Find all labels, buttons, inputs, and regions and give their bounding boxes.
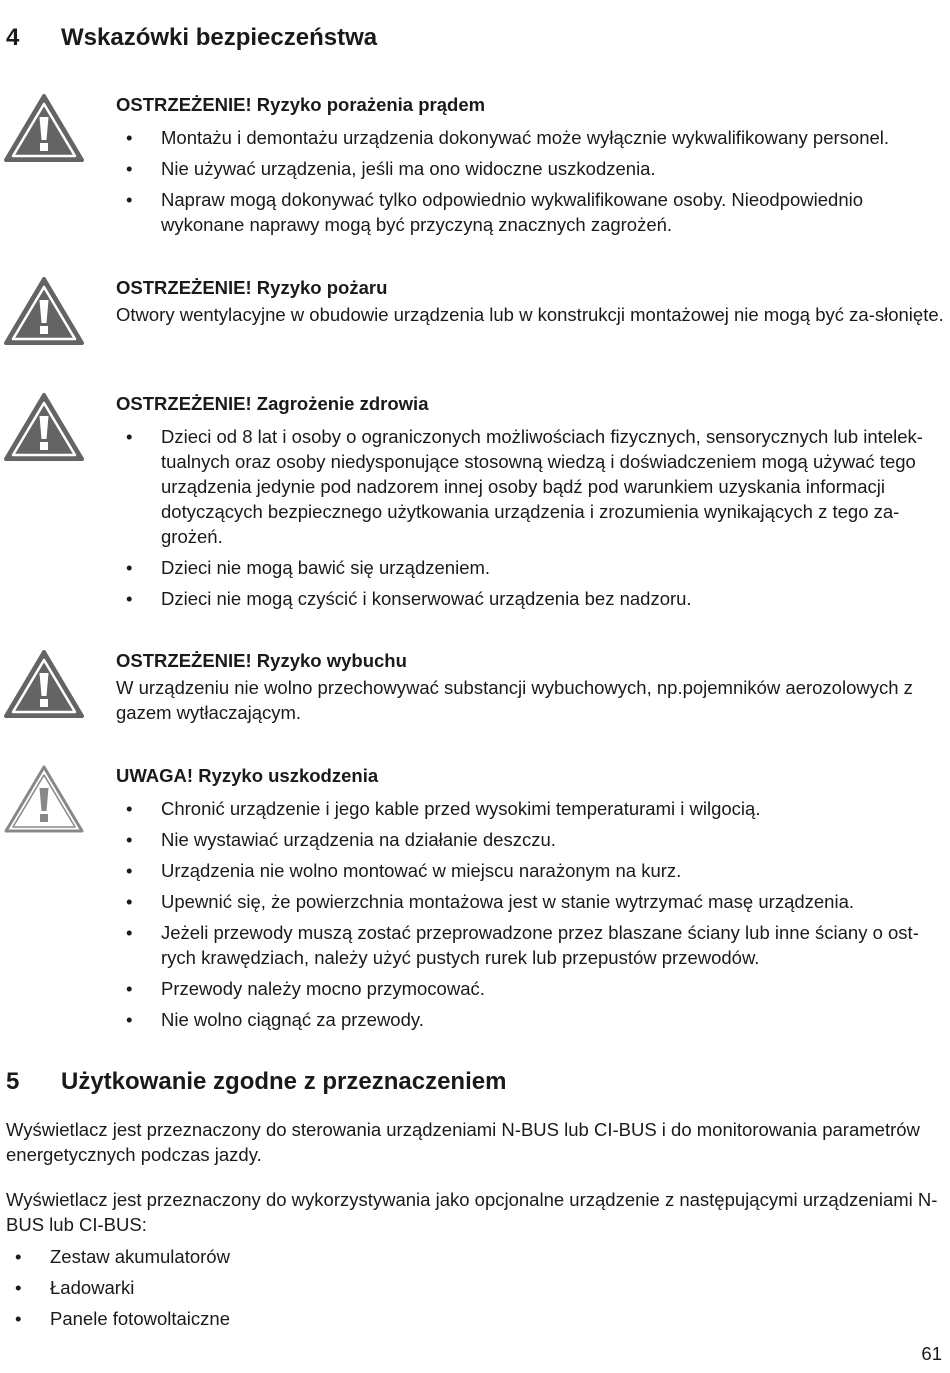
warning-block-fire bbox=[0, 276, 945, 327]
warning-bullet-list bbox=[116, 125, 945, 237]
list-item: • Dzieci nie mogą bawić się urządzeniem. bbox=[116, 555, 945, 580]
warning-title: OSTRZEŻENIE! Ryzyko porażenia prądem bbox=[116, 94, 486, 115]
list-item: • Nie używać urządzenia, jeśli ma ono widoczne uszkodzenia. bbox=[116, 156, 945, 181]
caution-block-damage bbox=[0, 764, 945, 1032]
list-item: • Chronić urządzenie i jego kable przed wysokimi temperaturami i wilgocią. bbox=[116, 796, 945, 821]
device-bullet-list bbox=[6, 1244, 906, 1337]
list-item: • Dzieci nie mogą czyścić i konserwować urządzenia bez nadzoru. bbox=[116, 586, 945, 611]
warning-block-explosion bbox=[0, 649, 945, 725]
list-item: • Napraw mogą dokonywać tylko odpowiednio wykwalifikowane osoby. Nieodpowiednio wykonane naprawy mogą być przyczyną znacznych zagrożeń. bbox=[116, 187, 945, 237]
section-title: Wskazówki bezpieczeństwa bbox=[61, 24, 378, 51]
list-item: • Urządzenia nie wolno montować w miejscu narażonym na kurz. bbox=[116, 858, 945, 883]
section-number: 5 bbox=[6, 1068, 20, 1095]
caution-title: UWAGA! Ryzyko uszkodzenia bbox=[116, 765, 379, 786]
warning-title: OSTRZEŻENIE! Ryzyko pożaru bbox=[116, 277, 388, 298]
caution-triangle-outline-icon bbox=[4, 764, 84, 834]
body-paragraph: Wyświetlacz jest przeznaczony do sterowania urządzeniami N-BUS lub CI-BUS i do monitorowania parametrów energetycznych podczas jazdy. bbox=[6, 1119, 920, 1165]
section-title: Użytkowanie zgodne z przeznaczeniem bbox=[61, 1068, 507, 1095]
list-item: • Przewody należy mocno przymocować. bbox=[116, 976, 945, 1001]
body-paragraph: Wyświetlacz jest przeznaczony do wykorzystywania jako opcjonalne urządzenie z następującymi urządzeniami N-BUS lub CI-BUS: bbox=[6, 1189, 938, 1235]
section-number: 4 bbox=[6, 24, 20, 51]
list-item: • Montażu i demontażu urządzenia dokonywać może wyłącznie wykwalifikowany personel. bbox=[116, 125, 945, 150]
list-item: • Panele fotowoltaiczne bbox=[6, 1306, 906, 1331]
list-item: • Jeżeli przewody muszą zostać przeprowadzone przez blaszane ściany lub inne ściany o ost-rych krawędziach, należy użyć pustych rurek lub przepustów przewodów. bbox=[116, 920, 945, 970]
warning-triangle-icon bbox=[4, 276, 84, 346]
warning-triangle-icon bbox=[4, 93, 84, 163]
list-item: • Nie wolno ciągnąć za przewody. bbox=[116, 1007, 945, 1032]
warning-bullet-list bbox=[116, 424, 945, 611]
caution-bullet-list bbox=[116, 796, 945, 1032]
list-item: • Nie wystawiać urządzenia na działanie deszczu. bbox=[116, 827, 945, 852]
warning-block-health bbox=[0, 392, 945, 611]
warning-text: W urządzeniu nie wolno przechowywać substancji wybuchowych, np.pojemników aerozolowych z gazem wytłaczającym. bbox=[116, 677, 913, 723]
list-item: • Dzieci od 8 lat i osoby o ograniczonych możliwościach fizycznych, sensorycznych lub intelek-tualnych oraz osoby niedysponujące stosowną wiedzą i doświadczeniem mogą używać tego urządzenia jedynie pod nadzorem innej osoby bądź pod warunkiem uzyskania informacji dotyczących bezpiecznego użytkowania urządzenia i zrozumienia wynikających z tego za-grożeń. bbox=[116, 424, 945, 549]
warning-triangle-icon bbox=[4, 392, 84, 462]
warning-title: OSTRZEŻENIE! Zagrożenie zdrowia bbox=[116, 393, 429, 414]
list-item: • Upewnić się, że powierzchnia montażowa jest w stanie wytrzymać masę urządzenia. bbox=[116, 889, 945, 914]
list-item: • Zestaw akumulatorów bbox=[6, 1244, 906, 1269]
warning-text: Otwory wentylacyjne w obudowie urządzenia lub w konstrukcji montażowej nie mogą być za-słonięte. bbox=[116, 304, 944, 325]
section-4-heading bbox=[6, 24, 377, 52]
list-item: • Ładowarki bbox=[6, 1275, 906, 1300]
section-5-heading bbox=[6, 1068, 506, 1096]
warning-block-electric-shock bbox=[0, 93, 945, 237]
warning-title: OSTRZEŻENIE! Ryzyko wybuchu bbox=[116, 650, 407, 671]
page-number: 61 bbox=[921, 1343, 942, 1364]
warning-triangle-icon bbox=[4, 649, 84, 719]
